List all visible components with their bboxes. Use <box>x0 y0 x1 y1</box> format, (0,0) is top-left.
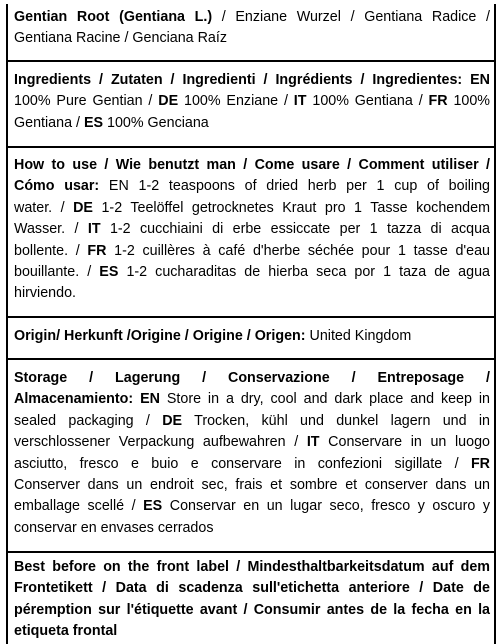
usage-fr: 1-2 cuillères à café d'herbe séchée pour 1 tasse d'eau <box>106 242 490 259</box>
usage-line <box>14 176 490 197</box>
section-divider <box>6 358 496 360</box>
storage-heading: Almacenamiento: <box>14 391 134 408</box>
storage-section <box>14 368 490 539</box>
usage-line <box>14 241 490 262</box>
ingredients-fr: Gentiana / <box>14 114 84 131</box>
storage-es: Conservar en un lugar seco, fresco y oscuro y <box>162 498 490 515</box>
lang-code-it: IT <box>87 221 101 238</box>
section-divider <box>6 60 496 62</box>
lang-code-fr: FR <box>87 242 107 259</box>
origin-heading: Origin/ Herkunft /Origine / Origine / Origen: <box>14 328 306 344</box>
lang-code-de: DE <box>73 199 93 216</box>
usage-es: hirviendo. <box>14 285 76 302</box>
storage-fr: emballage scellé / <box>14 498 144 515</box>
usage-de: 1-2 Teelöffel getrocknetes Kraut pro 1 Tasse kochendem <box>92 199 490 216</box>
storage-line <box>14 432 490 453</box>
usage-heading: How to use / Wie benutzt man / Come usare / Comment utiliser / <box>14 157 490 173</box>
lang-code-it: IT <box>306 434 320 451</box>
origin-section <box>14 326 490 347</box>
lang-code-en: EN <box>462 72 490 88</box>
storage-en: Store in a dry, cool and dark place and keep in <box>159 391 490 408</box>
usage-en: water. / <box>14 199 74 216</box>
usage-section <box>14 155 490 305</box>
lang-code-de: DE <box>162 412 183 429</box>
lang-code-de: DE <box>158 93 179 110</box>
usage-fr: bouillante. / <box>14 264 100 281</box>
product-name-translations: / Enziane Wurzel / Gentiana Radice / <box>212 9 491 25</box>
usage-it: bollente. / <box>14 242 88 259</box>
lang-code-en: EN <box>133 391 160 408</box>
storage-line <box>14 454 490 475</box>
storage-it: Conservare in un luogo <box>319 434 490 451</box>
storage-de: verschlossener Verpackung aufbewahren / <box>14 434 307 451</box>
usage-line <box>14 155 490 176</box>
lang-code-es: ES <box>83 114 104 131</box>
best-before-line: Best before on the front label / Mindesthaltbarkeitsdatum auf dem <box>14 559 490 575</box>
ingredients-line <box>14 70 490 91</box>
storage-es: conservar en envases cerrados <box>14 519 214 536</box>
ingredients-line <box>14 91 490 112</box>
product-name: Gentian Root (Gentiana L.) <box>14 9 213 25</box>
section-divider <box>6 316 496 318</box>
ingredients-line <box>14 113 490 134</box>
lang-code-it: IT <box>293 93 307 110</box>
storage-it: asciutto, fresco e buio e conservare in confezioni sigillate / <box>14 455 471 472</box>
usage-heading: Cómo usar: <box>14 178 100 195</box>
origin-line <box>14 326 490 347</box>
section-divider <box>6 146 496 148</box>
storage-line <box>14 496 490 517</box>
storage-line <box>14 518 490 539</box>
origin-value: United Kingdom <box>305 328 412 344</box>
product-name-line <box>14 28 490 49</box>
section-divider <box>6 551 496 553</box>
storage-line <box>14 475 490 496</box>
ingredients-heading: Ingredients / Zutaten / Ingredienti / Ingrédients / Ingredientes: <box>14 72 463 88</box>
storage-fr: Conserver dans un endroit sec, frais et sombre et conserver dans un <box>14 477 490 494</box>
usage-it: 1-2 cucchiaini di erbe essiccate per 1 tazza di acqua <box>100 221 490 238</box>
product-name-line <box>14 7 490 28</box>
product-name-translations: Gentiana Racine / Genciana Raíz <box>14 30 227 47</box>
best-before-line: etiqueta frontal <box>14 623 118 640</box>
ingredients-de: 100% Enziane / <box>178 93 294 110</box>
usage-de: Wasser. / <box>14 221 88 238</box>
storage-line <box>14 389 490 410</box>
storage-line <box>14 368 490 389</box>
best-before-line: péremption sur l'étiquette avant / Consumir antes de la fecha en la <box>14 601 490 618</box>
usage-line <box>14 198 490 219</box>
ingredients-es: 100% Genciana <box>103 114 209 131</box>
lang-code-es: ES <box>99 264 119 281</box>
product-name-section <box>14 7 490 50</box>
usage-line <box>14 219 490 240</box>
storage-heading: Storage / Lagerung / Conservazione / Entreposage / <box>14 370 490 386</box>
storage-line <box>14 411 490 432</box>
ingredients-en: 100% Pure Gentian / <box>14 93 159 110</box>
best-before-section <box>14 557 490 643</box>
usage-line <box>14 283 490 304</box>
best-before-line: Frontetikett / Data di scadenza sull'etichetta anteriore / Date de <box>14 580 490 597</box>
usage-es: 1-2 cucharaditas de hierba seca por 1 taza de agua <box>118 264 490 281</box>
usage-en: EN 1-2 teaspoons of dried herb per 1 cup of boiling <box>99 178 490 195</box>
storage-de: Trocken, kühl und dunkel lagern und in <box>182 412 490 429</box>
lang-code-fr: FR <box>428 93 448 110</box>
ingredients-it: 100% Gentiana / <box>306 93 429 110</box>
ingredients-section <box>14 70 490 134</box>
lang-code-fr: FR <box>470 455 490 472</box>
lang-code-es: ES <box>143 498 163 515</box>
ingredients-fr: 100% <box>447 93 491 110</box>
storage-en: sealed packaging / <box>14 412 163 429</box>
usage-line <box>14 262 490 283</box>
